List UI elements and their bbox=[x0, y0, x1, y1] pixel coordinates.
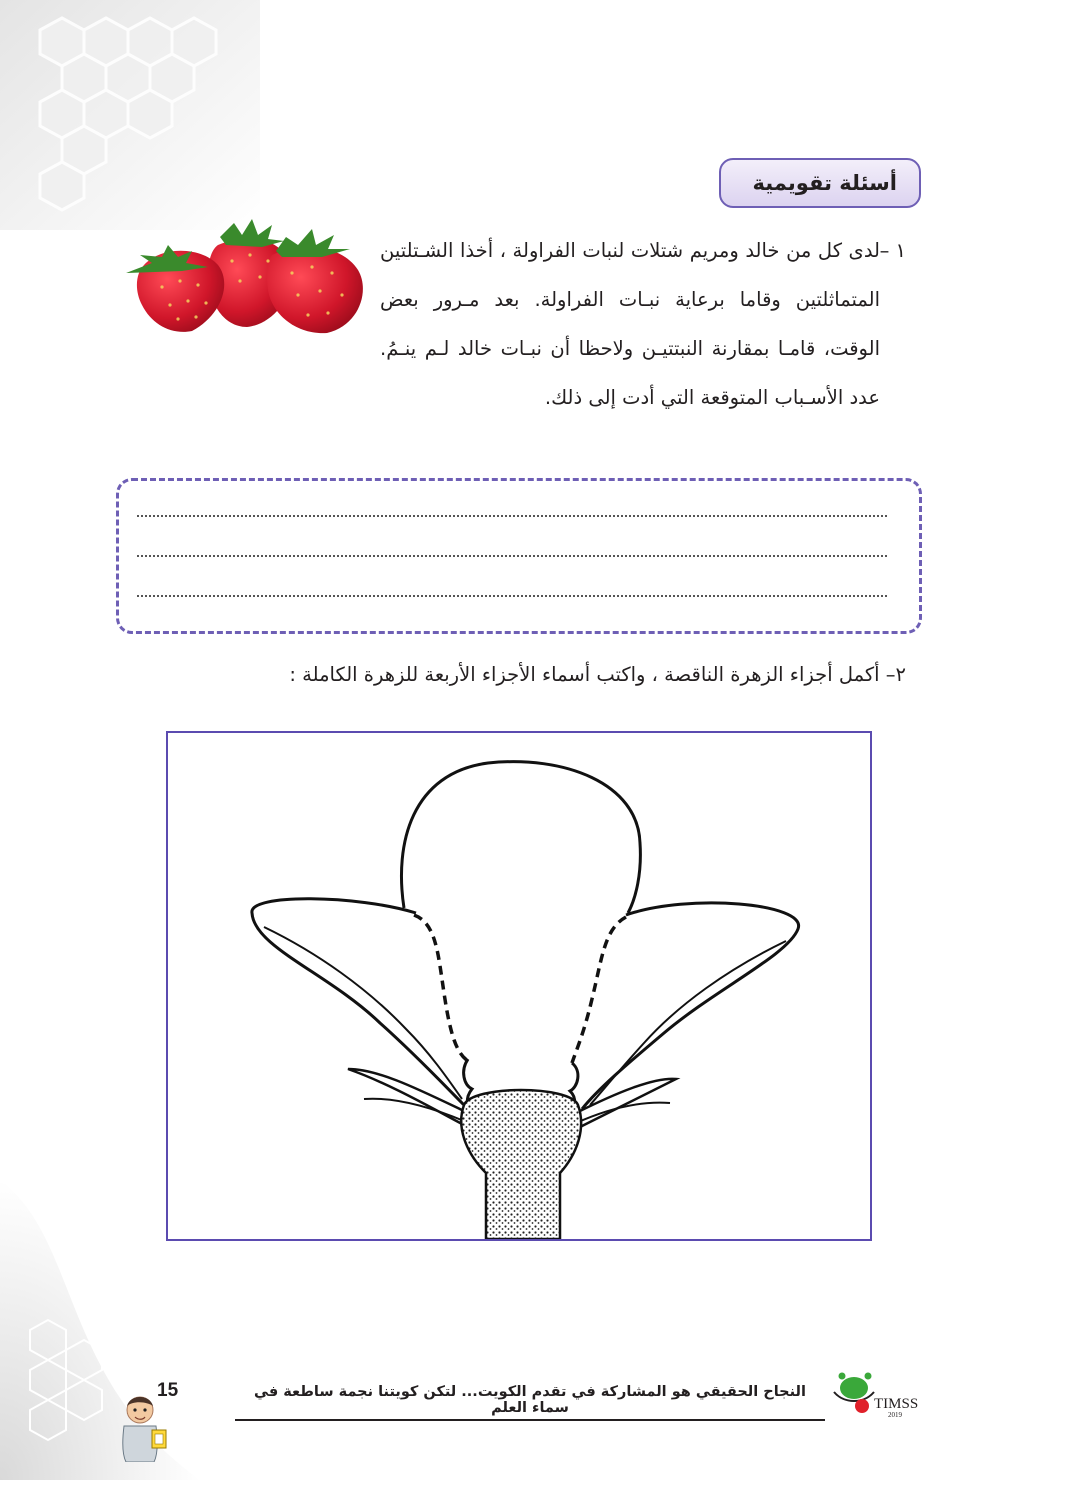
flower-left-petal bbox=[252, 899, 464, 1105]
page-number: 15 bbox=[157, 1380, 179, 1401]
section-title-tag bbox=[719, 158, 921, 208]
flower-diagram bbox=[168, 733, 870, 1239]
timss-logo bbox=[832, 1370, 932, 1432]
hexagon-pattern-decoration bbox=[0, 0, 260, 230]
answer-box[interactable] bbox=[116, 478, 922, 634]
answer-line[interactable] bbox=[137, 515, 887, 517]
flower-missing-part-outline bbox=[414, 915, 468, 1061]
timss-logo-text: TIMSS bbox=[874, 1396, 919, 1412]
question-1-text: لدى كل من خالد ومريم شتلات لنبات الفراولة ، أخذا الشـتلتين المتماثلتين وقاما برعاية نبـات الفراولة. بعد مـرور بعض الوقت، قامـا بمقارنة النبتتيـن ولاحظا أن نبـات خالد لـم ينـمُ. عدد الأسـباب المتوقعة التي أدت إلى ذلك. bbox=[380, 239, 880, 409]
strawberries-image bbox=[122, 215, 370, 335]
question-1-number: ١ – bbox=[879, 239, 906, 262]
footer-slogan bbox=[235, 1384, 825, 1421]
flower-top-petal bbox=[401, 762, 640, 913]
timss-logo-year: 2019 bbox=[888, 1411, 902, 1419]
question-2-text: ٢– أكمل أجزاء الزهرة الناقصة ، واكتب أسماء الأجزاء الأربعة للزهرة الكاملة : bbox=[289, 663, 906, 686]
flower-receptacle bbox=[461, 1090, 581, 1239]
flower-right-petal bbox=[582, 903, 799, 1109]
question-2 bbox=[180, 655, 906, 695]
section-title: أسئلة تقويمية bbox=[752, 171, 897, 195]
flower-diagram-frame bbox=[166, 731, 872, 1241]
answer-line[interactable] bbox=[137, 555, 887, 557]
answer-line[interactable] bbox=[137, 595, 887, 597]
footer-slogan-text: النجاح الحقيقي هو المشاركة في تقدم الكويت... لتكن كويتنا نجمة ساطعة في سماء العلم bbox=[254, 1384, 806, 1416]
student-mascot-illustration bbox=[110, 1392, 174, 1462]
question-1 bbox=[380, 226, 906, 422]
